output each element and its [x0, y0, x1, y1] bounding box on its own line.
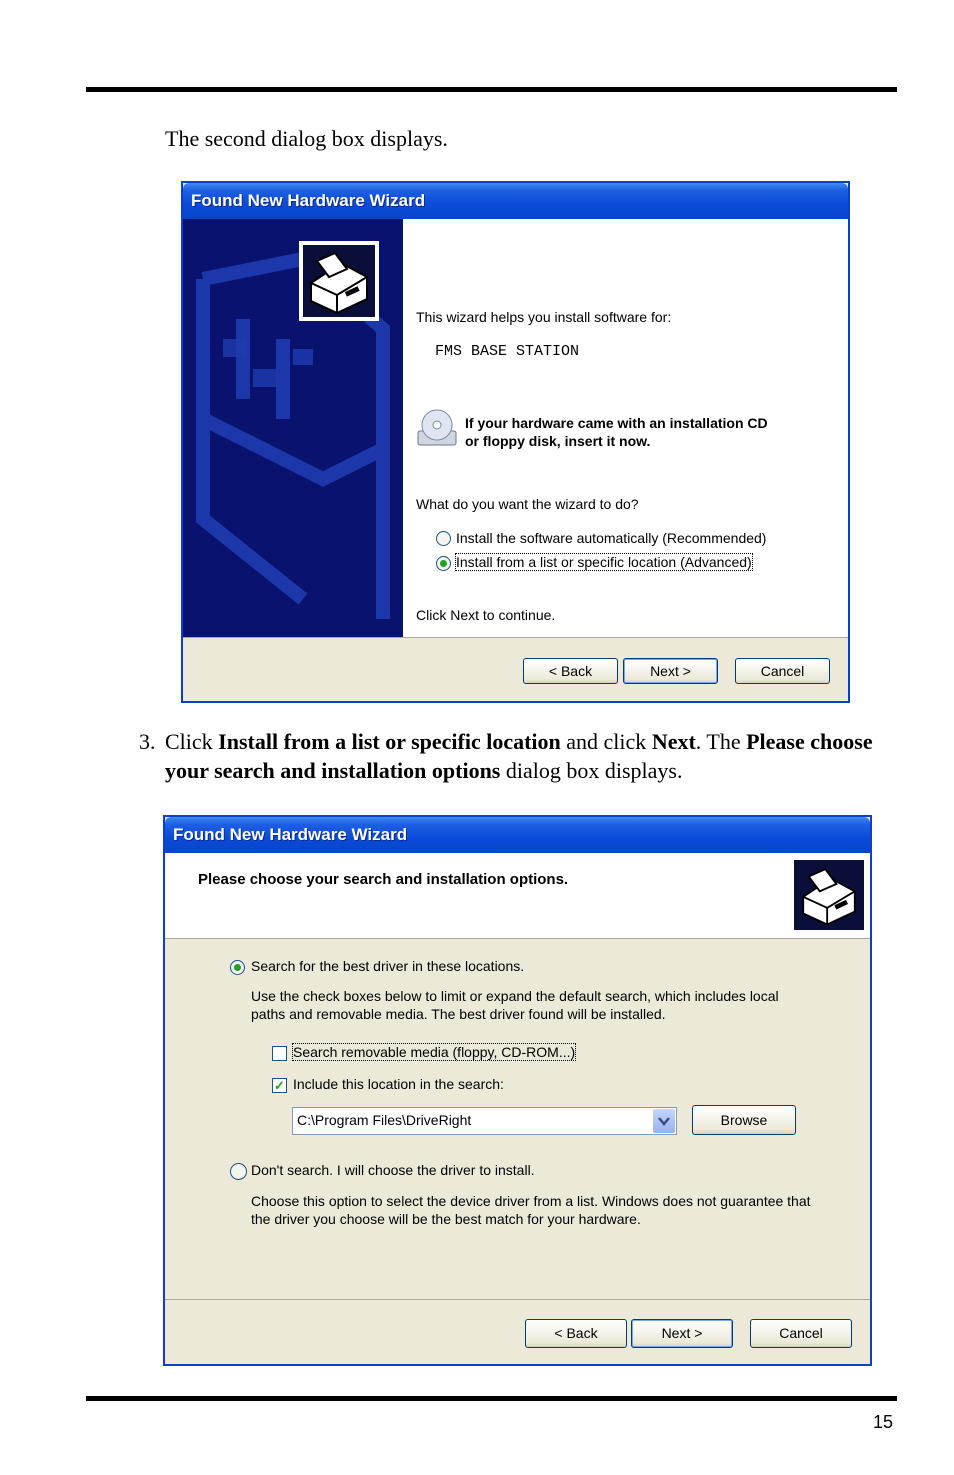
- cd-text-line1: If your hardware came with an installation CD: [465, 415, 768, 431]
- page-number: 15: [872, 1412, 893, 1432]
- step3-t3: . The: [695, 729, 747, 754]
- radio-install-advanced-label[interactable]: Install from a list or specific location (Advanced): [456, 554, 752, 570]
- location-combobox[interactable]: [292, 1107, 677, 1135]
- back-button[interactable]: < Back: [525, 1319, 627, 1348]
- radio-install-auto-label[interactable]: Install the software automatically (Recommended): [456, 530, 767, 546]
- dialog2-separator: [165, 1299, 870, 1300]
- radio-dont-search-label[interactable]: Don't search. I will choose the driver to install.: [251, 1162, 535, 1178]
- wizard-sidebar: [183, 219, 403, 637]
- step3-text: [165, 727, 875, 785]
- step3-t2: and click: [560, 729, 652, 754]
- step3-b1: Install from a list or specific location: [218, 729, 561, 754]
- wizard-content: [403, 219, 848, 637]
- radio-dont-search[interactable]: [230, 1163, 247, 1180]
- checkbox-include-location[interactable]: ✓: [272, 1078, 287, 1093]
- dont-desc-line2: the driver you choose will be the best match for your hardware.: [251, 1211, 641, 1227]
- next-button[interactable]: Next >: [623, 658, 718, 684]
- dialog2-titlebar[interactable]: Found New Hardware Wizard: [165, 817, 870, 853]
- step3-b3: Please choose your search and installation options: [165, 729, 873, 783]
- checkbox-removable-media[interactable]: [272, 1046, 287, 1061]
- device-name: FMS BASE STATION: [435, 343, 580, 360]
- cancel-button[interactable]: Cancel: [735, 658, 830, 684]
- wizard-question: What do you want the wizard to do?: [416, 496, 639, 512]
- top-rule: [86, 87, 897, 92]
- dialog1-separator: [183, 637, 848, 638]
- hardware-icon: [299, 241, 379, 321]
- helps-text: This wizard helps you install software for:: [416, 309, 672, 325]
- checkbox-include-location-label[interactable]: Include this location in the search:: [293, 1076, 504, 1092]
- step3-t1: Click: [165, 729, 219, 754]
- cancel-button[interactable]: Cancel: [750, 1319, 852, 1348]
- next-button[interactable]: Next >: [631, 1319, 733, 1348]
- browse-button[interactable]: Browse: [692, 1105, 796, 1135]
- radio-install-auto[interactable]: [436, 531, 451, 546]
- step3-b2: Next: [651, 729, 696, 754]
- cd-icon: [416, 407, 458, 449]
- cd-text-line2: or floppy disk, insert it now.: [465, 433, 651, 449]
- intro-text: The second dialog box displays.: [165, 126, 448, 151]
- radio-install-advanced[interactable]: [436, 556, 451, 571]
- hardware-header-icon: [794, 860, 864, 930]
- radio-search-best[interactable]: [230, 960, 245, 975]
- dropdown-arrow-button[interactable]: [653, 1109, 675, 1133]
- location-path-value: C:\Program Files\DriveRight: [297, 1112, 472, 1128]
- continue-text: Click Next to continue.: [416, 607, 556, 623]
- chevron-down-icon: [653, 1109, 675, 1133]
- bottom-rule: [86, 1396, 897, 1401]
- back-button[interactable]: < Back: [523, 658, 618, 684]
- dont-desc-line1: Choose this option to select the device driver from a list. Windows does not guarantee that: [251, 1193, 811, 1209]
- radio-search-best-label[interactable]: Search for the best driver in these locations.: [251, 958, 525, 974]
- dialog1-titlebar[interactable]: Found New Hardware Wizard: [183, 183, 848, 219]
- search-desc-line1: Use the check boxes below to limit or expand the default search, which includes local: [251, 988, 779, 1004]
- dialog2-heading: Please choose your search and installation options.: [198, 871, 569, 888]
- wizard-dialog-2: [163, 815, 872, 1366]
- step3-number: 3.: [139, 729, 156, 754]
- dialog2-header: [165, 853, 870, 939]
- search-desc-line2: paths and removable media. The best driver found will be installed.: [251, 1006, 666, 1022]
- wizard-dialog-1: [181, 181, 850, 703]
- checkbox-removable-media-label[interactable]: Search removable media (floppy, CD-ROM...): [293, 1044, 576, 1060]
- step3-t4: dialog box displays.: [500, 758, 683, 783]
